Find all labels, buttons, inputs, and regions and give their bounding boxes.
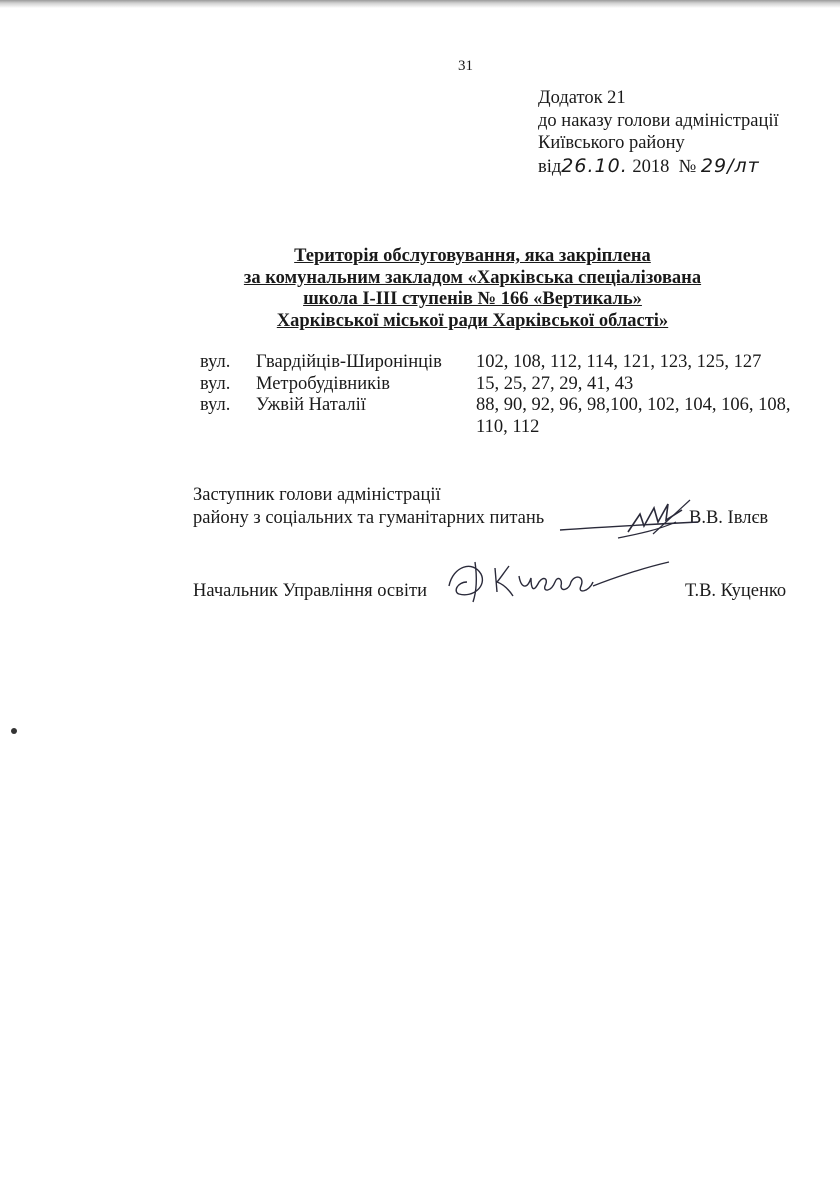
annex-order-reference: до наказу голови адміністрації (538, 110, 779, 131)
handwritten-signature-kutsenko (443, 552, 673, 612)
page-number: 31 (458, 58, 473, 74)
handwritten-date: 26.10. (561, 154, 628, 177)
street-houses: 88, 90, 92, 96, 98,100, 102, 104, 106, 108, 110, 112 (476, 395, 791, 437)
scan-top-edge (0, 0, 840, 8)
signature-block-deputy (193, 484, 813, 529)
street-name: Ужвій Наталії (256, 395, 366, 415)
signatory-name: Т.В. Куценко (685, 581, 787, 601)
signatory-position: району з соціальних та гуманітарних питань (193, 507, 545, 528)
street-prefix: вул. (200, 352, 231, 372)
heading-line-3: школа І-ІІІ ступенів № 166 «Вертикаль» (303, 289, 642, 309)
year: 2018 (632, 156, 670, 177)
street-houses: 102, 108, 112, 114, 121, 123, 125, 127 (476, 352, 762, 372)
document-heading (190, 246, 755, 332)
signatory-name: В.В. Івлєв (689, 507, 769, 528)
handwritten-number: 29/лт (700, 154, 760, 177)
signatory-position: Заступник голови адміністрації (193, 485, 441, 505)
street-prefix: вул. (200, 395, 231, 415)
street-prefix: вул. (200, 373, 231, 394)
annex-block (538, 87, 779, 178)
annex-title: Додаток 21 (538, 88, 626, 108)
handwritten-signature-ivliev (558, 492, 708, 542)
street-name: Гвардійців-Широнінців (256, 352, 442, 372)
date-prefix: від (538, 156, 562, 177)
heading-line-4: Харківської міської ради Харківської області» (276, 310, 669, 331)
heading-line-1: Територія обслуговування, яка закріплена (294, 246, 651, 266)
number-prefix: № (678, 156, 697, 177)
scan-dot-mark (11, 728, 17, 734)
street-name: Метробудівників (256, 373, 390, 394)
heading-line-2: за комунальним закладом «Харківська спеціалізована (243, 267, 702, 288)
signature-block-education (193, 580, 813, 603)
annex-district: Київського району (538, 133, 685, 153)
street-houses: 15, 25, 27, 29, 41, 43 (476, 373, 634, 394)
annex-date-line (538, 155, 779, 179)
signatory-position: Начальник Управління освіти (193, 581, 428, 601)
